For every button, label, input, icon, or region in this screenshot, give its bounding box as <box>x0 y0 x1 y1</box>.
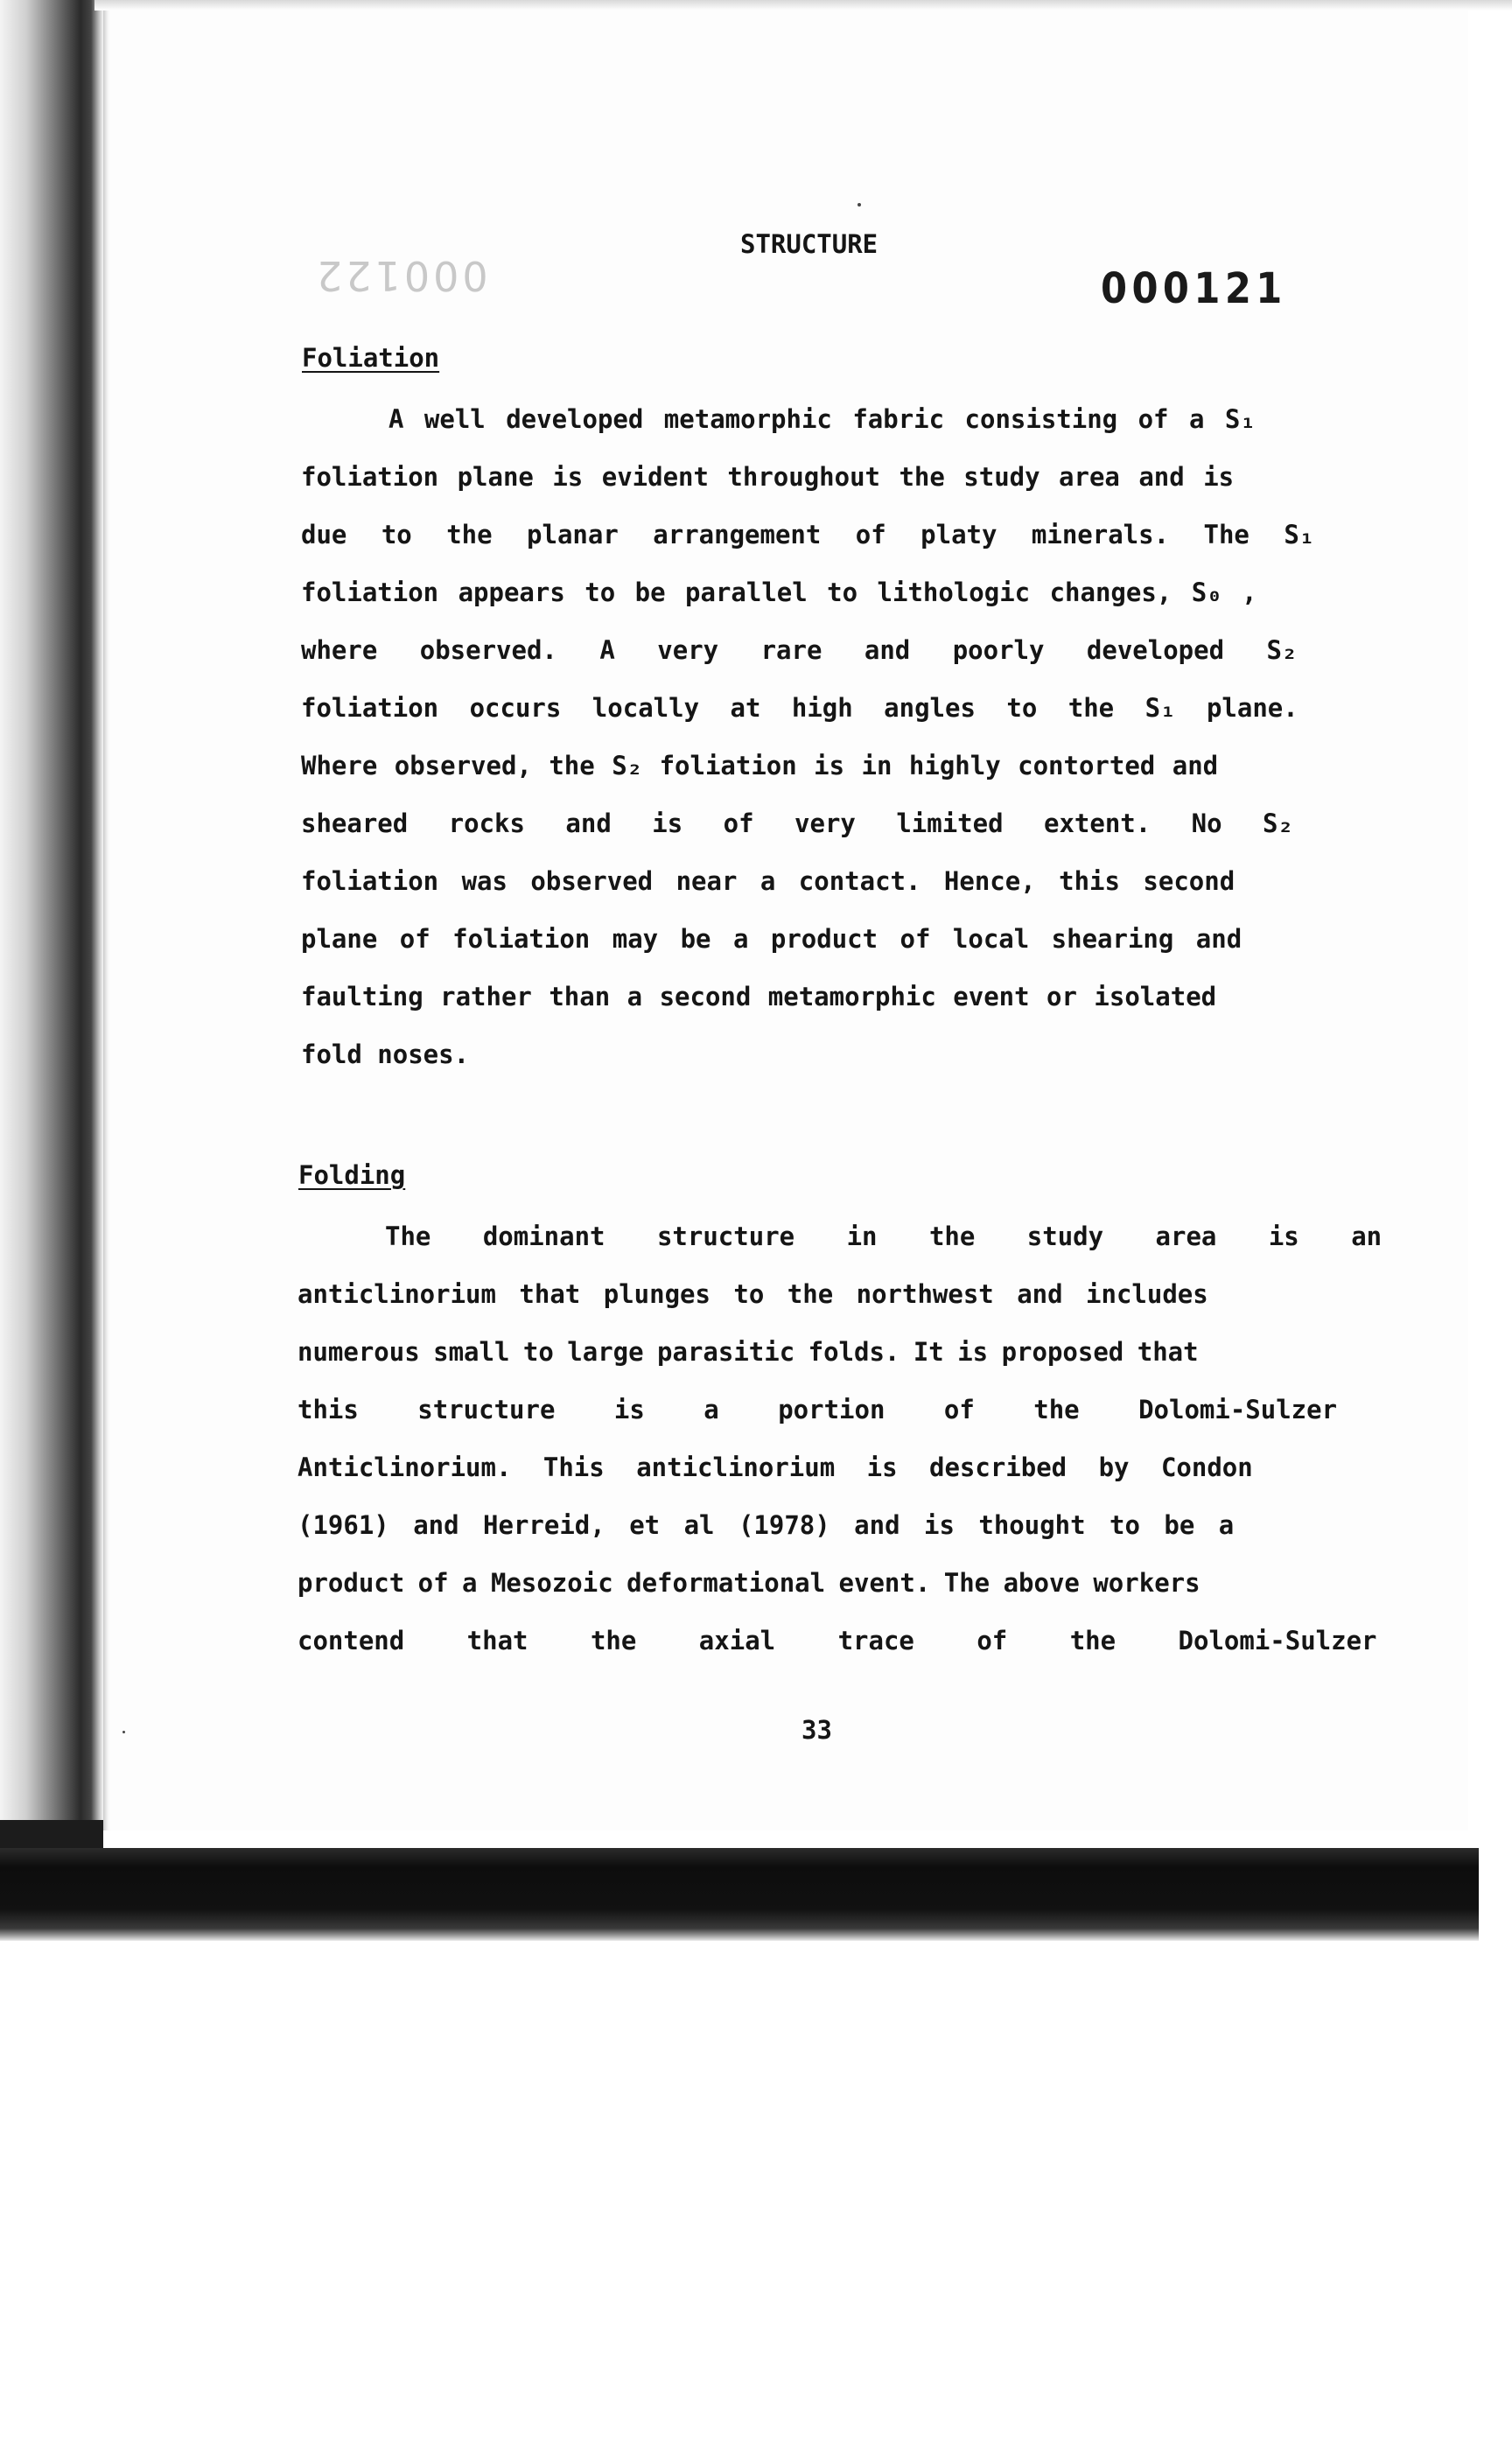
paragraph-line: (1961) and Herreid, et al (1978) and is thought to be a <box>298 1510 1235 1540</box>
paragraph-line: plane of foliation may be a product of local shearing and <box>301 924 1242 954</box>
paragraph-line: this structure is a portion of the Dolomi-Sulzer <box>298 1395 1338 1424</box>
paragraph-line: faulting rather than a second metamorphic event or isolated <box>301 982 1217 1012</box>
paragraph-line: foliation appears to be parallel to lithologic changes, S₀ , <box>301 578 1257 607</box>
faint-bates-stamp: 000122 <box>313 252 488 299</box>
paragraph-line: contend that the axial trace of the Dolomi-Sulzer <box>298 1626 1377 1656</box>
paragraph-line: due to the planar arrangement of platy minerals. The S₁ <box>301 520 1315 550</box>
paragraph-line: sheared rocks and is of very limited extent. No S₂ <box>301 808 1293 838</box>
paragraph-line: A well developed metamorphic fabric consisting of a S₁ <box>388 404 1256 434</box>
paragraph-line: foliation occurs locally at high angles to the S₁ plane. <box>301 693 1298 723</box>
paragraph-line: Anticlinorium. This anticlinorium is described by Condon <box>298 1452 1253 1482</box>
paragraph-line: foliation plane is evident throughout the study area and is <box>301 462 1235 492</box>
binding-shadow-bottom <box>0 1848 1479 1941</box>
paragraph-line: The dominant structure in the study area is an <box>385 1222 1382 1251</box>
section-heading-folding: Folding <box>298 1160 406 1190</box>
paragraph-line: where observed. A very rare and poorly developed S₂ <box>301 635 1298 665</box>
bates-stamp: 000121 <box>1101 264 1287 313</box>
binding-shadow-left <box>0 0 103 1941</box>
paragraph-line: foliation was observed near a contact. Hence, this second <box>301 866 1236 896</box>
scan-speck <box>858 203 861 206</box>
page-number: 33 <box>802 1715 832 1745</box>
page-title: STRUCTURE <box>740 229 878 259</box>
paragraph-line: product of a Mesozoic deformational event. The above workers <box>298 1568 1200 1598</box>
paragraph-line: Where observed, the S₂ foliation is in highly contorted and <box>301 751 1219 780</box>
paragraph-line: fold noses. <box>301 1040 470 1069</box>
scan-speck <box>122 1731 125 1733</box>
paragraph-line: anticlinorium that plunges to the northwest and includes <box>298 1279 1208 1309</box>
paragraph-line: numerous small to large parasitic folds. It is proposed that <box>298 1337 1199 1367</box>
page-top-edge <box>94 0 1512 10</box>
section-heading-foliation: Foliation <box>302 343 440 373</box>
